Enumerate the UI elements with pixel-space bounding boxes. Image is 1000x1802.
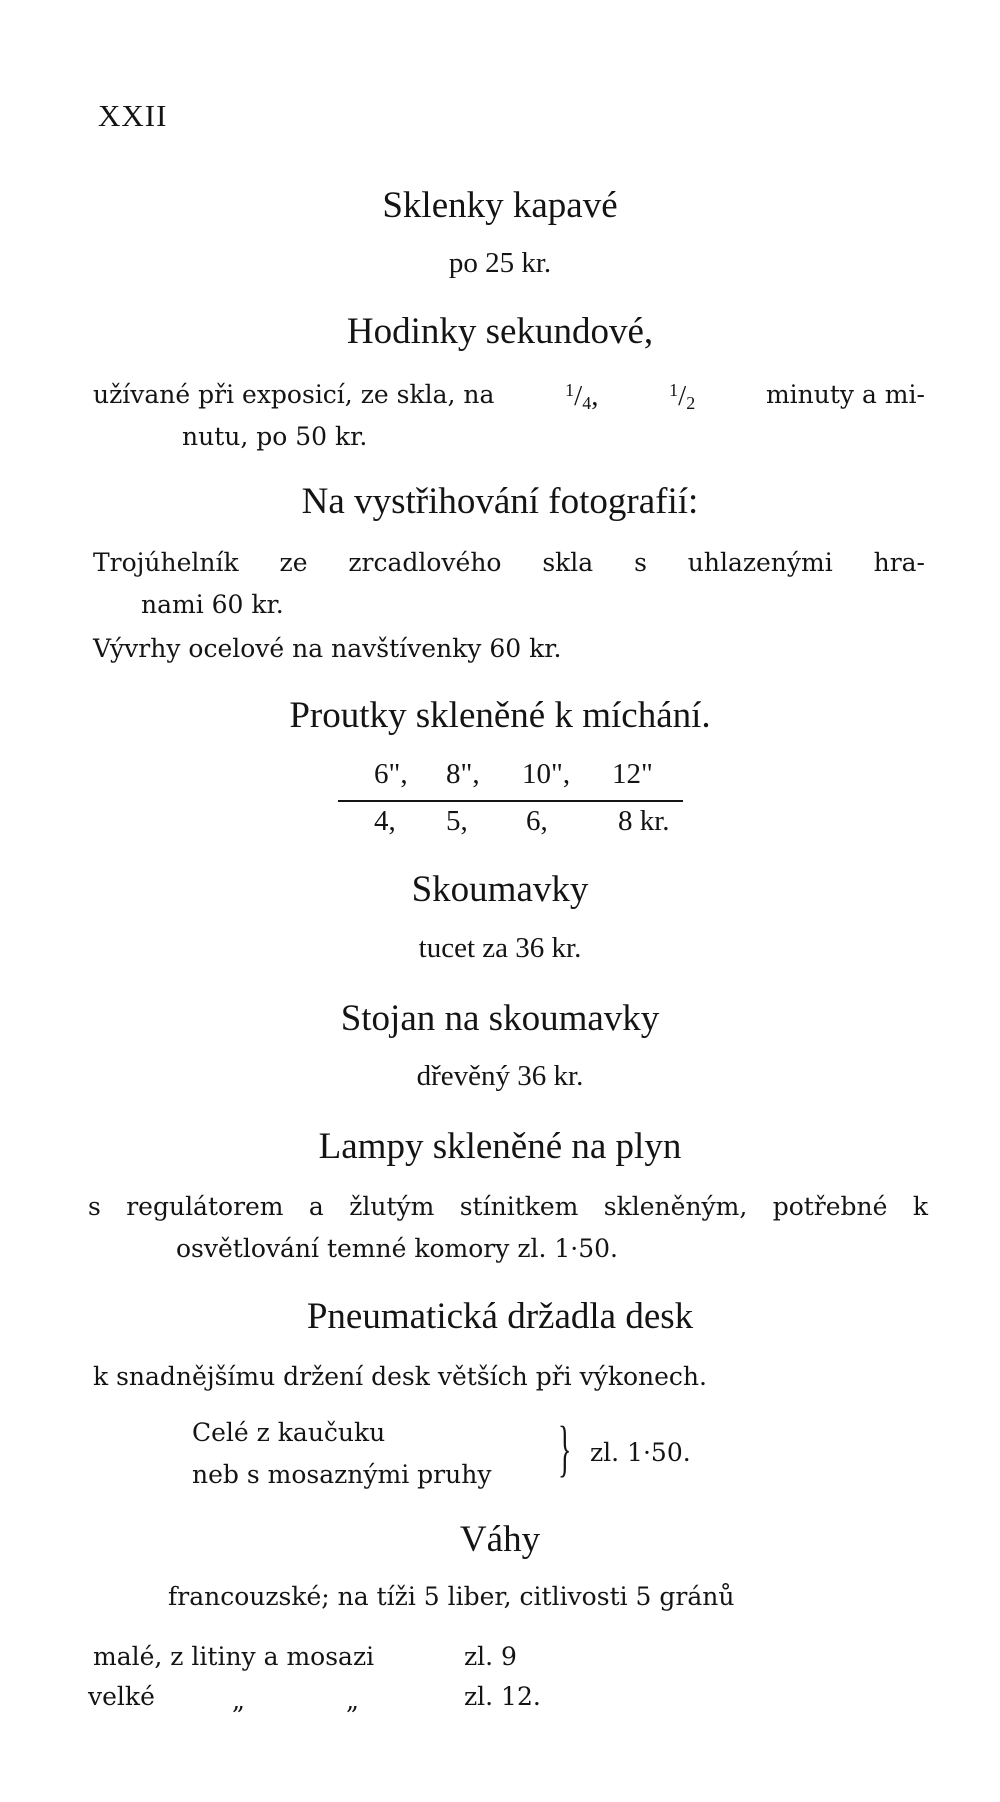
heading-hodinky: Hodinky sekundové, <box>346 311 654 352</box>
heading-stojan: Stojan na skoumavky <box>340 998 660 1039</box>
size-value: 8", <box>446 758 480 790</box>
size-value: 6", <box>374 758 408 790</box>
drzadla-option-1: Celé z kaučuku <box>192 1418 386 1447</box>
price-value: 5, <box>446 805 468 837</box>
size-value: 12" <box>612 758 653 790</box>
fraction-rule <box>338 800 683 802</box>
brace-icon: } <box>558 1415 572 1483</box>
vahy-row-1-price: zl. 9 <box>464 1642 517 1671</box>
fotografie-line-1: Trojúhelník ze zrcadlového skla s uhlazenými hra- <box>93 548 925 577</box>
heading-proutky: Proutky skleněné k míchání. <box>289 695 711 736</box>
vahy-row-2-price: zl. 12. <box>464 1682 541 1711</box>
price-value: 8 kr. <box>618 805 670 837</box>
fraction-quarter: $^1$/4, <box>565 380 599 413</box>
hodinky-text-a: užívané při exposicí, ze skla, na <box>93 380 495 409</box>
stojan-price: dřevěný 36 kr. <box>416 1060 584 1092</box>
lampy-line-1: s regulátorem a žlutým stínitkem skleněným, potřebné k <box>88 1192 928 1221</box>
heading-lampy: Lampy skleněné na plyn <box>318 1126 682 1167</box>
ditto-mark: „ <box>232 1686 245 1715</box>
heading-drzadla: Pneumatická držadla desk <box>306 1296 694 1337</box>
vahy-row-2-label: velké <box>88 1682 155 1711</box>
fotografie-line-3: Vývrhy ocelové na navštívenky 60 kr. <box>93 634 562 663</box>
heading-sklenky: Sklenky kapavé <box>382 185 618 226</box>
heading-vahy: Váhy <box>459 1519 541 1560</box>
price-value: 4, <box>374 805 396 837</box>
drzadla-price: zl. 1·50. <box>590 1438 691 1467</box>
hodinky-line-2: nutu, po 50 kr. <box>182 422 368 451</box>
drzadla-option-2: neb s mosaznými pruhy <box>192 1460 492 1489</box>
vahy-row-1-label: malé, z litiny a mosazi <box>93 1642 375 1671</box>
ditto-mark: „ <box>346 1686 359 1715</box>
page-number: XXII <box>98 98 168 133</box>
fotografie-line-2: nami 60 kr. <box>141 590 284 619</box>
skoumavky-price: tucet za 36 kr. <box>418 932 582 964</box>
heading-fotografie: Na vystřihování fotografií: <box>301 481 699 522</box>
vahy-line-1: francouzské; na tíži 5 liber, citlivosti 5 gránů <box>168 1582 735 1611</box>
hodinky-text-b: minuty a mi- <box>765 380 925 409</box>
price-value: 6, <box>526 805 548 837</box>
size-value: 10", <box>522 758 571 790</box>
fraction-half: $^1$/2 <box>669 380 696 413</box>
hodinky-line-1 <box>93 380 925 414</box>
drzadla-line-1: k snadnějšímu držení desk větších při výkonech. <box>93 1362 707 1391</box>
sklenky-price: po 25 kr. <box>448 247 552 279</box>
heading-skoumavky: Skoumavky <box>411 869 589 910</box>
lampy-line-2: osvětlování temné komory zl. 1·50. <box>176 1234 619 1263</box>
